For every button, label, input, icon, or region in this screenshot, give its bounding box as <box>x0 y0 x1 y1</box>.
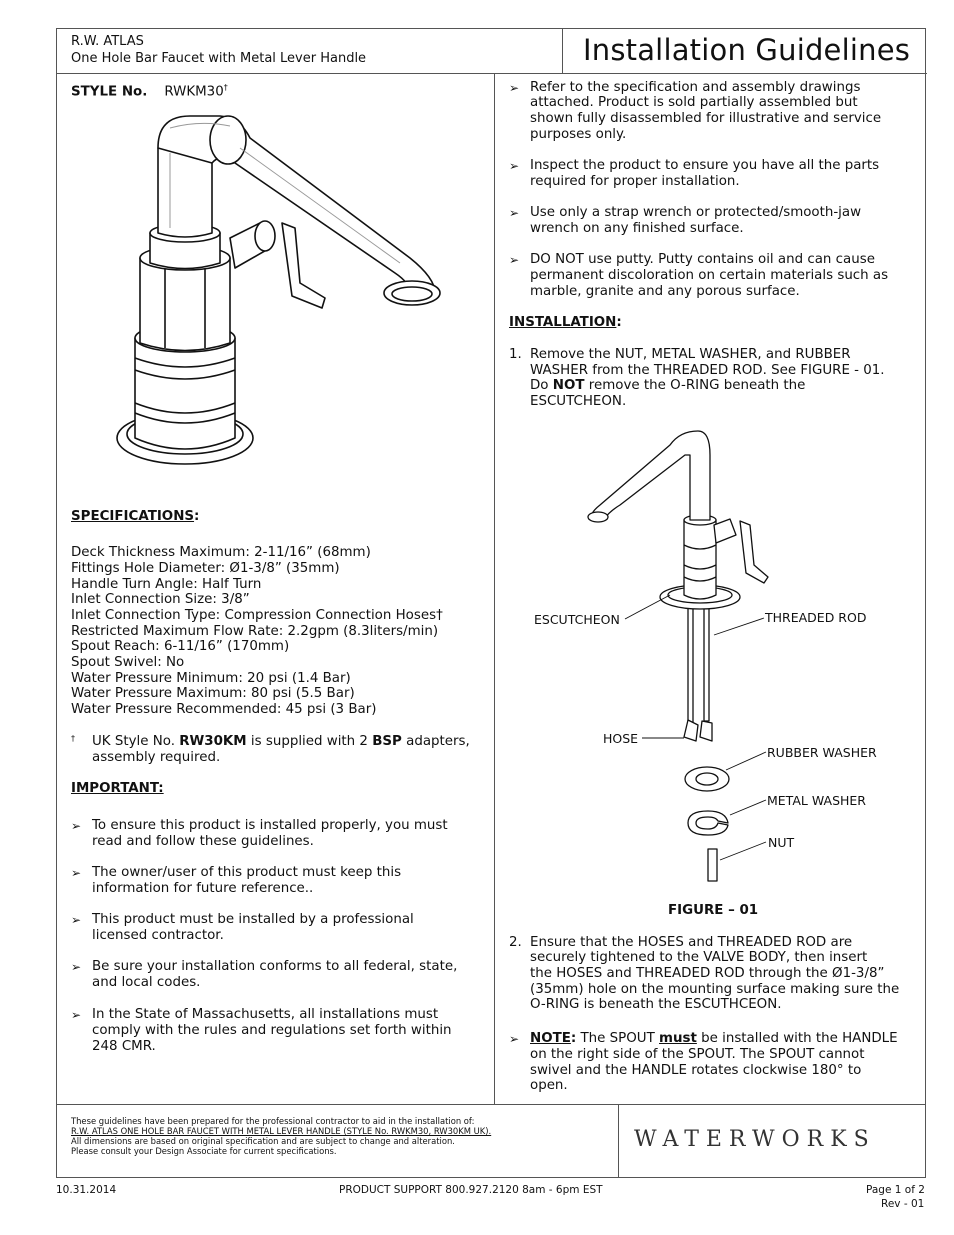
spec-item: Water Pressure Minimum: 20 psi (1.4 Bar) <box>71 671 351 686</box>
style-mark: † <box>223 83 228 92</box>
step2-line: (35mm) hole on the mounting surface making sure the <box>530 982 900 997</box>
footer-note-line: All dimensions are based on original specification and are subject to change and alteration. <box>71 1136 455 1146</box>
arrowhead-bullet-icon: ➢ <box>509 1032 520 1046</box>
footer-divider <box>57 1104 925 1105</box>
label-rubber-washer: RUBBER WASHER <box>767 745 877 760</box>
spec-item: Water Pressure Maximum: 80 psi (5.5 Bar) <box>71 686 355 701</box>
step2-line: O-RING is beneath the ESCUTHCEON. <box>530 997 782 1012</box>
important-item: In the State of Massachusetts, all installations must <box>92 1007 439 1022</box>
label-nut: NUT <box>768 835 795 850</box>
step-number: 2. <box>509 935 522 950</box>
header-title-cell <box>563 29 927 74</box>
label-threaded-rod: THREADED ROD <box>765 610 867 625</box>
important-item: read and follow these guidelines. <box>92 834 314 849</box>
installation-heading-text: INSTALLATION <box>509 315 617 330</box>
label-metal-washer: METAL WASHER <box>767 793 866 808</box>
label-escutcheon: ESCUTCHEON <box>534 612 620 627</box>
product-support: PRODUCT SUPPORT 800.927.2120 8am - 6pm EST <box>339 1184 603 1196</box>
specifications-heading-text: SPECIFICATIONS <box>71 509 195 524</box>
note-spout-line: on the right side of the SPOUT. The SPOUT cannot <box>530 1047 865 1062</box>
footer-note-line: R.W. ATLAS ONE HOLE BAR FAUCET WITH METAL LEVER HANDLE (STYLE No. RWKM30, RW30KM UK). <box>71 1126 492 1136</box>
specifications-heading: SPECIFICATIONS: <box>71 509 200 524</box>
style-label: STYLE No. <box>71 84 148 100</box>
revision: Rev - 01 <box>881 1198 925 1210</box>
note-line: shown fully disassembled for illustrative and service <box>530 111 882 126</box>
step1-line: Remove the NUT, METAL WASHER, and RUBBER <box>530 347 851 362</box>
note-line: Use only a strap wrench or protected/smooth-jaw <box>530 205 862 220</box>
note-line: required for proper installation. <box>530 174 740 189</box>
important-item: and local codes. <box>92 975 201 990</box>
note-line: permanent discoloration on certain materials such as <box>530 268 889 283</box>
important-item: 248 CMR. <box>92 1039 156 1054</box>
step2-line: securely tightened to the VALVE BODY, then insert <box>530 950 868 965</box>
faucet-illustration <box>110 108 450 483</box>
header-product-info <box>57 29 563 74</box>
arrowhead-bullet-icon: ➢ <box>71 913 82 927</box>
footer-note-line: Please consult your Design Associate for current specifications. <box>71 1146 337 1156</box>
column-divider <box>494 74 495 1104</box>
important-item: Be sure your installation conforms to all federal, state, <box>92 959 458 974</box>
step2-line: Ensure that the HOSES and THREADED ROD are <box>530 935 853 950</box>
step1-line: Do NOT remove the O-RING beneath the <box>530 378 806 393</box>
step1-line: WASHER from the THREADED ROD. See FIGURE - 01. <box>530 363 885 378</box>
arrowhead-bullet-icon: ➢ <box>71 960 82 974</box>
spec-item: Restricted Maximum Flow Rate: 2.2gpm (8.3liters/min) <box>71 624 439 639</box>
important-item: The owner/user of this product must keep this <box>92 865 402 880</box>
figure-01-exploded-view <box>580 425 780 890</box>
spec-item: Fittings Hole Diameter: Ø1-3/8” (35mm) <box>71 561 340 576</box>
arrowhead-bullet-icon: ➢ <box>509 253 520 267</box>
spec-item: Handle Turn Angle: Half Turn <box>71 577 262 592</box>
important-item: This product must be installed by a professional <box>92 912 414 927</box>
brand-line: R.W. ATLAS <box>71 34 144 49</box>
arrowhead-bullet-icon: ➢ <box>71 819 82 833</box>
arrowhead-bullet-icon: ➢ <box>509 81 520 95</box>
footer-logo-divider <box>618 1104 619 1178</box>
note-line: wrench on any finished surface. <box>530 221 744 236</box>
spec-item: Inlet Connection Size: 3/8” <box>71 592 250 607</box>
page-number: Page 1 of 2 <box>866 1184 925 1196</box>
note-line: attached. Product is sold partially assembled but <box>530 95 858 110</box>
important-heading: IMPORTANT: <box>71 781 164 796</box>
note-line: purposes only. <box>530 127 627 142</box>
spec-item: Inlet Connection Type: Compression Connection Hoses† <box>71 608 443 623</box>
footnote-line-1: UK Style No. RW30KM is supplied with 2 BSP adapters, <box>92 734 470 749</box>
important-item: To ensure this product is installed properly, you must <box>92 818 448 833</box>
style-number <box>71 80 228 100</box>
note-spout-line: swivel and the HANDLE rotates clockwise 180° to <box>530 1063 862 1078</box>
note-line: Refer to the specification and assembly drawings <box>530 80 861 95</box>
important-item: information for future reference.. <box>92 881 314 896</box>
style-value: RWKM30 <box>164 84 224 100</box>
step2-line: the HOSES and THREADED ROD through the Ø1-3/8” <box>530 966 885 981</box>
note-spout-line: NOTE: The SPOUT must be installed with the HANDLE <box>530 1031 898 1046</box>
spec-item: Water Pressure Recommended: 45 psi (3 Bar) <box>71 702 377 717</box>
note-line: marble, granite and any porous surface. <box>530 284 800 299</box>
label-hose: HOSE <box>603 731 639 746</box>
important-item: comply with the rules and regulations set forth within <box>92 1023 452 1038</box>
arrowhead-bullet-icon: ➢ <box>509 206 520 220</box>
arrowhead-bullet-icon: ➢ <box>71 1008 82 1022</box>
note-spout-line: open. <box>530 1078 568 1093</box>
important-item: licensed contractor. <box>92 928 224 943</box>
installation-heading: INSTALLATION: <box>509 315 622 330</box>
page-title: Installation Guidelines <box>583 33 911 67</box>
footnote-line-2: assembly required. <box>92 750 221 765</box>
step1-line: ESCUTCHEON. <box>530 394 627 409</box>
note-line: DO NOT use putty. Putty contains oil and can cause <box>530 252 875 267</box>
waterworks-logo: WATERWORKS <box>634 1127 876 1152</box>
footer-note-line: These guidelines have been prepared for the professional contractor to aid in the installation of: <box>71 1116 475 1126</box>
arrowhead-bullet-icon: ➢ <box>509 159 520 173</box>
spec-item: Spout Swivel: No <box>71 655 185 670</box>
figure-caption: FIGURE – 01 <box>668 903 759 918</box>
spec-item: Spout Reach: 6-11/16” (170mm) <box>71 639 290 654</box>
spec-item: Deck Thickness Maximum: 2-11/16” (68mm) <box>71 545 371 560</box>
product-line: One Hole Bar Faucet with Metal Lever Handle <box>71 51 367 66</box>
note-line: Inspect the product to ensure you have all the parts <box>530 158 880 173</box>
step-number: 1. <box>509 347 522 362</box>
footnote-mark: † <box>71 734 75 743</box>
arrowhead-bullet-icon: ➢ <box>71 866 82 880</box>
document-date: 10.31.2014 <box>56 1184 117 1196</box>
